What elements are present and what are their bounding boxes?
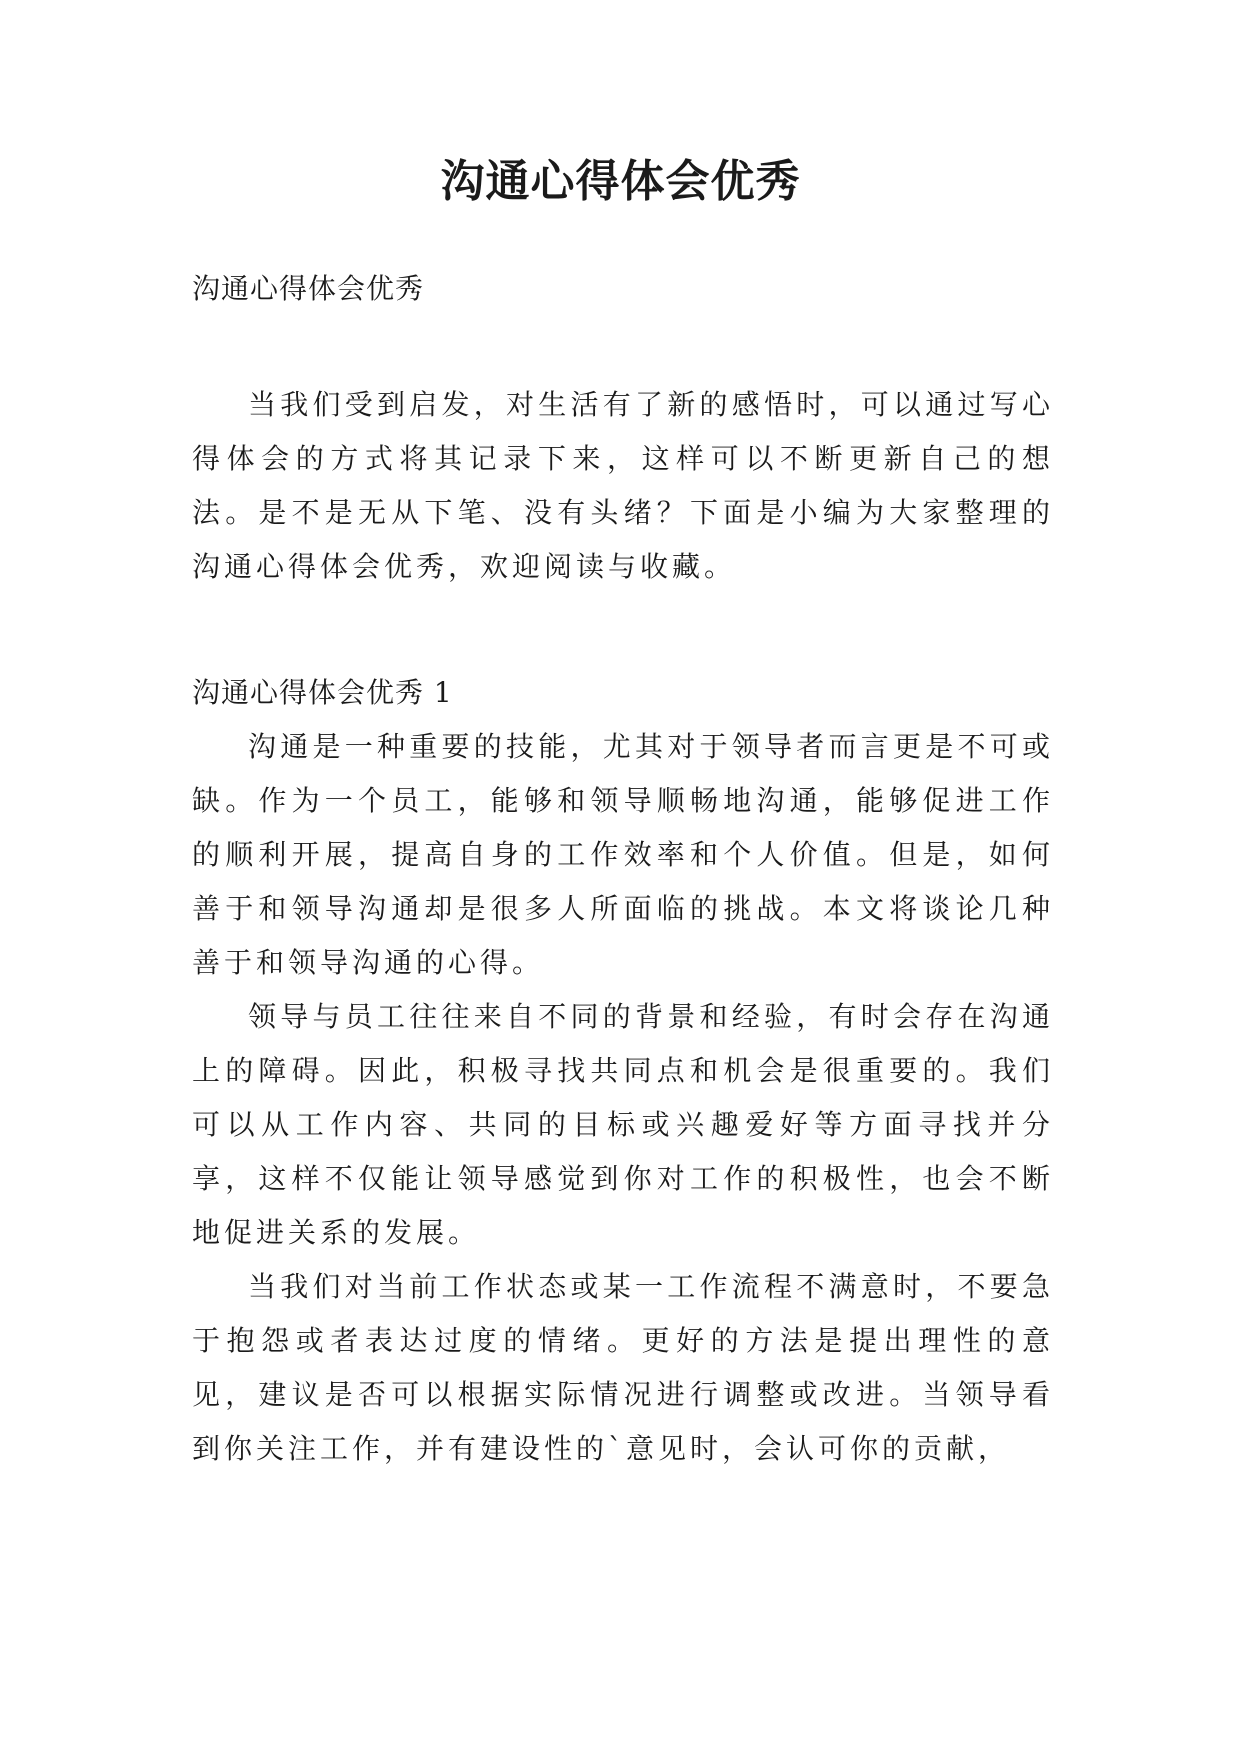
section-heading: 沟通心得体会优秀 1 (192, 676, 453, 709)
intro-paragraph: 当我们受到启发，对生活有了新的感悟时，可以通过写心得体会的方式将其记录下来，这样可以不断更新自己的想法。是不是无从下笔、没有头绪？下面是小编为大家整理的沟通心得体会优秀，欢迎阅读与收藏。 (192, 388, 1054, 583)
body-paragraph-1: 沟通是一种重要的技能，尤其对于领导者而言更是不可或缺。作为一个员工，能够和领导顺畅地沟通，能够促进工作的顺利开展，提高自身的工作效率和个人价值。但是，如何善于和领导沟通却是很多人所面临的挑战。本文将谈论几种善于和领导沟通的心得。 (192, 730, 1054, 979)
body-paragraph-3: 当我们对当前工作状态或某一工作流程不满意时，不要急于抱怨或者表达过度的情绪。更好的方法是提出理性的意见，建议是否可以根据实际情况进行调整或改进。当领导看到你关注工作，并有建设性的`意见时，会认可你的贡献， (192, 1270, 1054, 1465)
body-paragraph-2: 领导与员工往往来自不同的背景和经验，有时会存在沟通上的障碍。因此，积极寻找共同点和机会是很重要的。我们可以从工作内容、共同的目标或兴趣爱好等方面寻找并分享，这样不仅能让领导感觉到你对工作的积极性，也会不断地促进关系的发展。 (192, 1000, 1054, 1249)
document-subtitle: 沟通心得体会优秀 (192, 272, 425, 305)
document-body (192, 262, 1054, 1476)
spacer (192, 594, 1054, 666)
document-title: 沟通心得体会优秀 (440, 156, 801, 207)
spacer (192, 316, 1054, 378)
